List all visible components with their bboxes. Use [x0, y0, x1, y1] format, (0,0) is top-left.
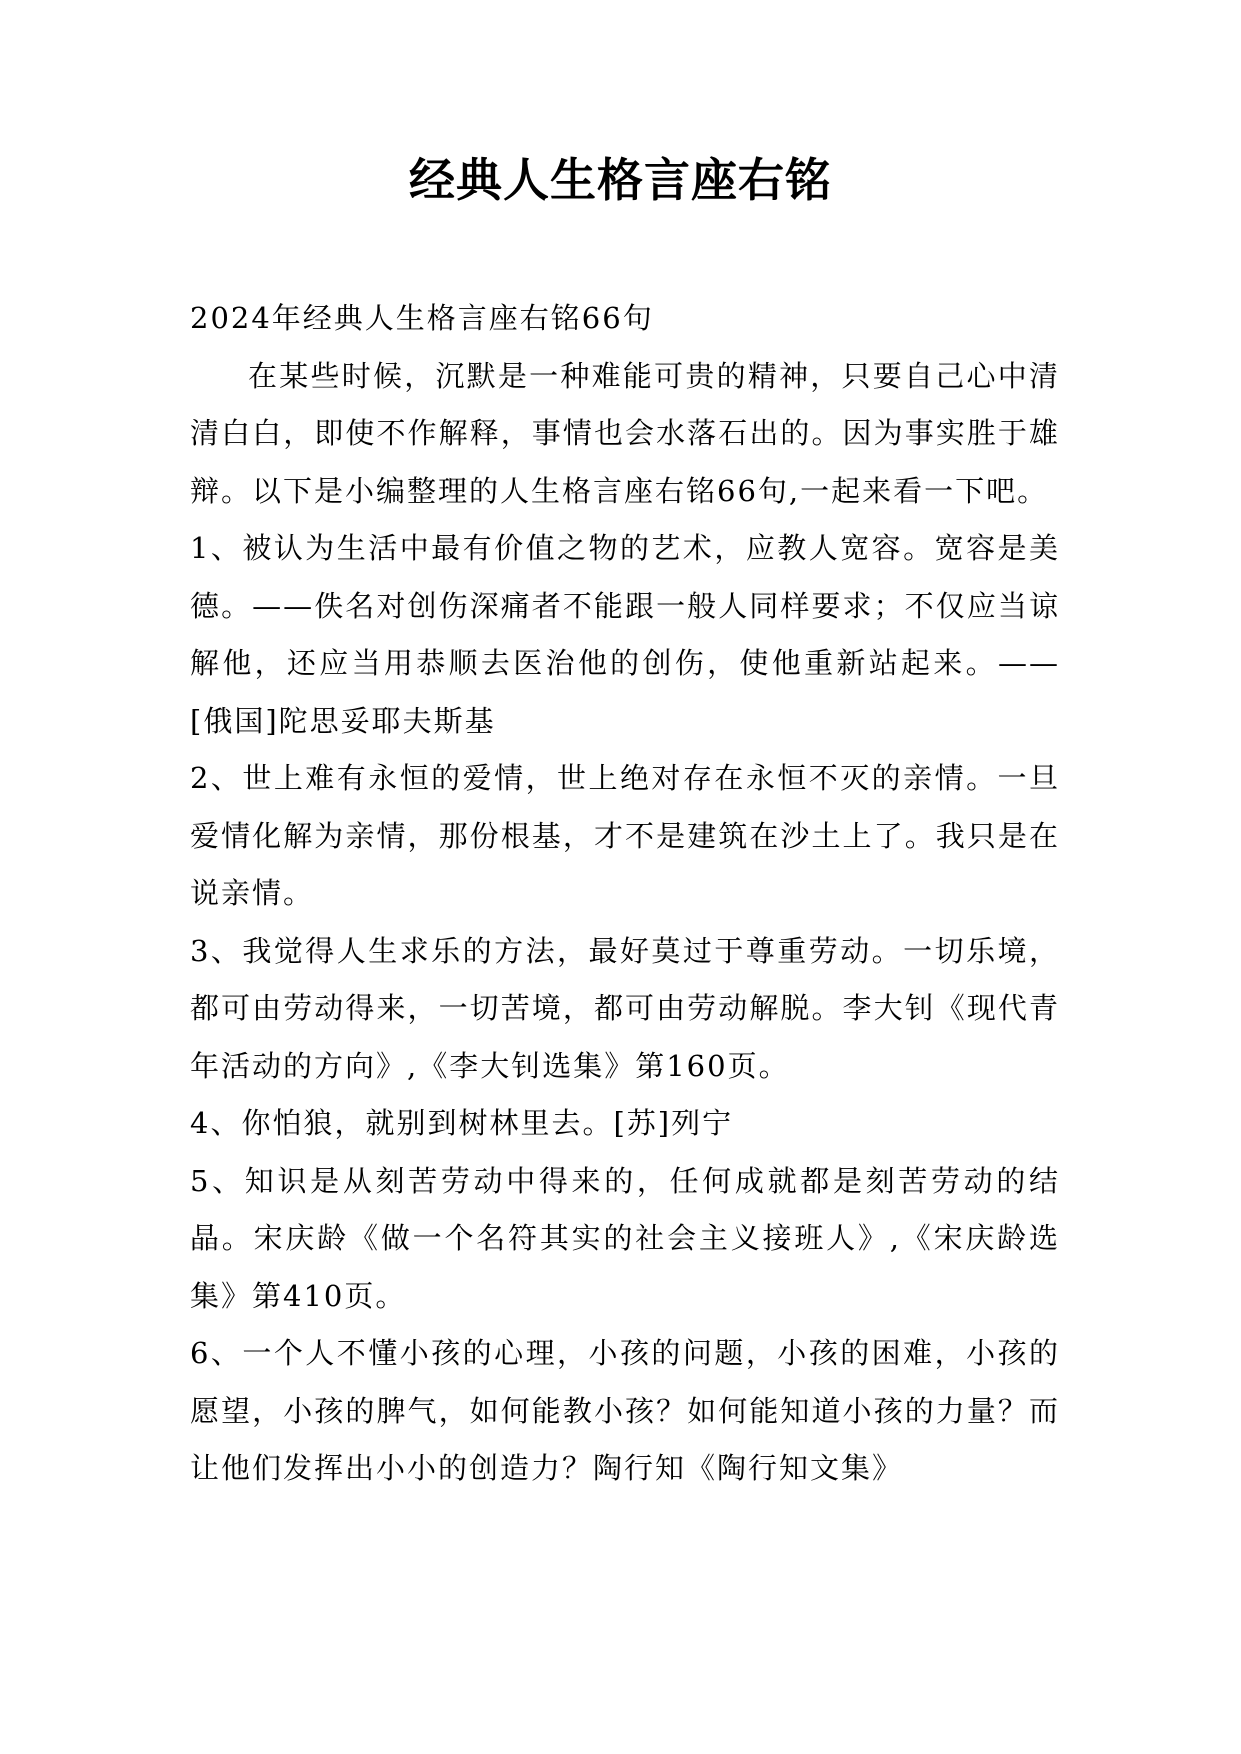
intro-paragraph: 在某些时候，沉默是一种难能可贵的精神，只要自己心中清清白白，即使不作解释，事情也会水落石出的。因为事实胜于雄辩。以下是小编整理的人生格言座右铭66句,一起来看一下吧。 — [190, 358, 1060, 508]
document-title: 经典人生格言座右铭 — [409, 153, 832, 207]
quote-item-6: 6、一个人不懂小孩的心理，小孩的问题，小孩的困难，小孩的愿望，小孩的脾气，如何能教小孩？如何能知道小孩的力量？而让他们发挥出小小的创造力？陶行知《陶行知文集》 — [190, 1336, 1060, 1485]
quote-item-2: 2、世上难有永恒的爱情，世上绝对存在永恒不灭的亲情。一旦爱情化解为亲情，那份根基，才不是建筑在沙土上了。我只是在说亲情。 — [190, 761, 1060, 910]
quote-item-4: 4、你怕狼，就别到树林里去。[苏]列宁 — [190, 1106, 734, 1140]
quote-item-1: 1、被认为生活中最有价值之物的艺术，应教人宽容。宽容是美德。——佚名对创伤深痛者不能跟一般人同样要求；不仅应当谅解他，还应当用恭顺去医治他的创伤，使他重新站起来。——[俄国]陀思妥耶夫斯基 — [190, 531, 1060, 738]
document-subtitle: 2024年经典人生格言座右铭66句 — [190, 301, 654, 335]
document-body — [190, 290, 1060, 1498]
quote-item-5: 5、知识是从刻苦劳动中得来的，任何成就都是刻苦劳动的结晶。宋庆龄《做一个名符其实的社会主义接班人》,《宋庆龄选集》第410页。 — [190, 1163, 1060, 1313]
quote-item-3: 3、我觉得人生求乐的方法，最好莫过于尊重劳动。一切乐境，都可由劳动得来，一切苦境，都可由劳动解脱。李大钊《现代青年活动的方向》,《李大钊选集》第160页。 — [190, 933, 1060, 1083]
